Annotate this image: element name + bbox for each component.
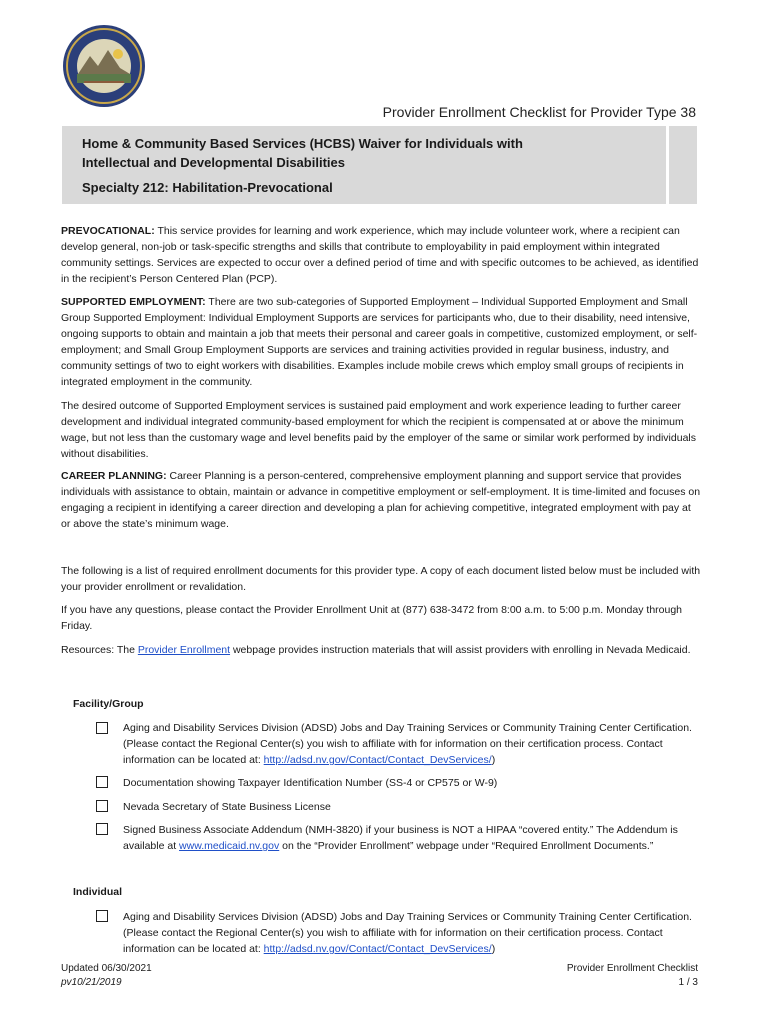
footer-title: Provider Enrollment Checklist — [566, 963, 698, 974]
resources-suffix: webpage provides instruction materials that will assist providers with enrolling in Nevada Medicaid. — [230, 644, 691, 656]
specialty-heading: Specialty 212: Habilitation-Prevocational — [82, 180, 333, 195]
supported-employment-paragraph — [61, 294, 701, 390]
supported-employment-label: SUPPORTED EMPLOYMENT: — [61, 296, 206, 308]
banner-title-line1: Home & Community Based Services (HCBS) Waiver for Individuals with — [82, 136, 523, 151]
prevocational-paragraph — [61, 223, 701, 287]
outcome-paragraph — [61, 398, 701, 462]
contact-paragraph — [61, 602, 701, 634]
facility-adsd-item — [123, 720, 701, 768]
career-planning-paragraph — [61, 468, 701, 532]
career-planning-text: Career Planning is a person-centered, comprehensive employment planning and support service that provides individuals with assistance to obtain, maintain or advance in competitive employment or self-employment. It is time-limited and focuses on engaging a recipient in identifying a career direction and developing a plan for achieving competitive, integrated employment with pay at or above the state’s minimum wage. — [61, 470, 701, 530]
document-title: Provider Enrollment Checklist for Provider Type 38 — [382, 104, 696, 120]
baa-text: Signed Business Associate Addendum (NMH-3820) if your business is NOT a HIPAA “covered entity.” The Addendum is available at — [123, 824, 678, 852]
footer-updated: Updated 06/30/2021 — [61, 963, 152, 974]
individual-adsd-text: Aging and Disability Services Division (ADSD) Jobs and Day Training Services or Community Training Center Certification. (Please contact the Regional Center(s) you wish to affiliate with for information on their certification process. Contact information can be located at: — [123, 911, 692, 955]
baa-item — [123, 822, 701, 854]
supported-employment-text: There are two sub-categories of Supported Employment – Individual Supported Employment and Small Group Supported Employment: Individual Employment Supports are services for participants who, due to their disability, need intensive, ongoing supports to obtain and maintain a job that meets their personal and career goals in competitive, customized employment, or self-employment; and Small Group Employment Supports are services and training activities provided in regular business, industry, and community settings of two to eight workers with disabilities. Examples include mobile crews which employ small groups of recipients in integrated employment in the community. — [61, 296, 698, 388]
medicaid-link[interactable]: www.medicaid.nv.gov — [179, 840, 280, 852]
banner-side-block — [669, 126, 697, 204]
sos-license-item: Nevada Secretary of State Business License — [123, 801, 331, 813]
facility-group-heading: Facility/Group — [73, 698, 144, 710]
footer-right — [567, 962, 698, 990]
resources-prefix: Resources: The — [61, 644, 138, 656]
outcome-text: The desired outcome of Supported Employment services is sustained paid employment and work experience leading to further career development and individual integrated community-based employment for which the recipient is compensated at or above the minimum wage, but not less than the customary wage and level benefits paid by the employer of the same or similar work performed by individuals without disabilities. — [61, 400, 696, 460]
checkbox-icon[interactable] — [96, 776, 108, 788]
provider-enrollment-link[interactable]: Provider Enrollment — [137, 644, 231, 656]
prevocational-text: This service provides for learning and work experience, which may include volunteer work, where a recipient can develop general, non-job or task-specific strengths and skills that contribute to employability in paid employment within integrated community settings. Services are expected to occur over a defined period of time and with specific outcomes to be achieved, as identified in the recipient’s Person Centered Plan (PCP). — [61, 225, 699, 285]
page-number: 1 / 3 — [678, 977, 698, 988]
baa-suffix: on the “Provider Enrollment” webpage under “Required Enrollment Documents.” — [279, 840, 654, 852]
required-list-intro — [61, 563, 701, 595]
individual-heading: Individual — [73, 886, 123, 898]
title-banner — [62, 126, 666, 204]
state-seal-icon — [62, 24, 146, 108]
banner-title — [82, 134, 642, 172]
individual-adsd-link[interactable]: http://adsd.nv.gov/Contact/Contact_DevServices/ — [263, 943, 492, 955]
required-list-text: The following is a list of required enrollment documents for this provider type. A copy of each document listed below must be included with your provider enrollment or revalidation. — [61, 565, 701, 593]
footer-left — [61, 962, 152, 990]
individual-adsd-close: ) — [491, 943, 496, 955]
facility-adsd-close: ) — [491, 754, 496, 766]
resources-paragraph — [61, 642, 701, 658]
taxpayer-item: Documentation showing Taxpayer Identification Number (SS-4 or CP575 or W-9) — [123, 777, 498, 789]
prevocational-label: PREVOCATIONAL: — [61, 225, 155, 237]
checkbox-icon[interactable] — [96, 910, 108, 922]
contact-text: If you have any questions, please contact the Provider Enrollment Unit at (877) 638-3472 from 8:00 a.m. to 5:00 p.m. Monday through Friday. — [61, 604, 683, 632]
checkbox-icon[interactable] — [96, 800, 108, 812]
banner-title-line2: Intellectual and Developmental Disabilities — [82, 155, 345, 170]
career-planning-label: CAREER PLANNING: — [61, 470, 167, 482]
checkbox-icon[interactable] — [96, 823, 108, 835]
individual-adsd-item — [123, 909, 701, 957]
facility-adsd-text: Aging and Disability Services Division (ADSD) Jobs and Day Training Services or Community Training Center Certification. (Please contact the Regional Center(s) you wish to affiliate with for information on their certification process. Contact information can be located at: — [123, 722, 692, 766]
footer-version: pv10/21/2019 — [61, 977, 122, 988]
facility-adsd-link[interactable]: http://adsd.nv.gov/Contact/Contact_DevServices/ — [263, 754, 492, 766]
checkbox-icon[interactable] — [96, 722, 108, 734]
